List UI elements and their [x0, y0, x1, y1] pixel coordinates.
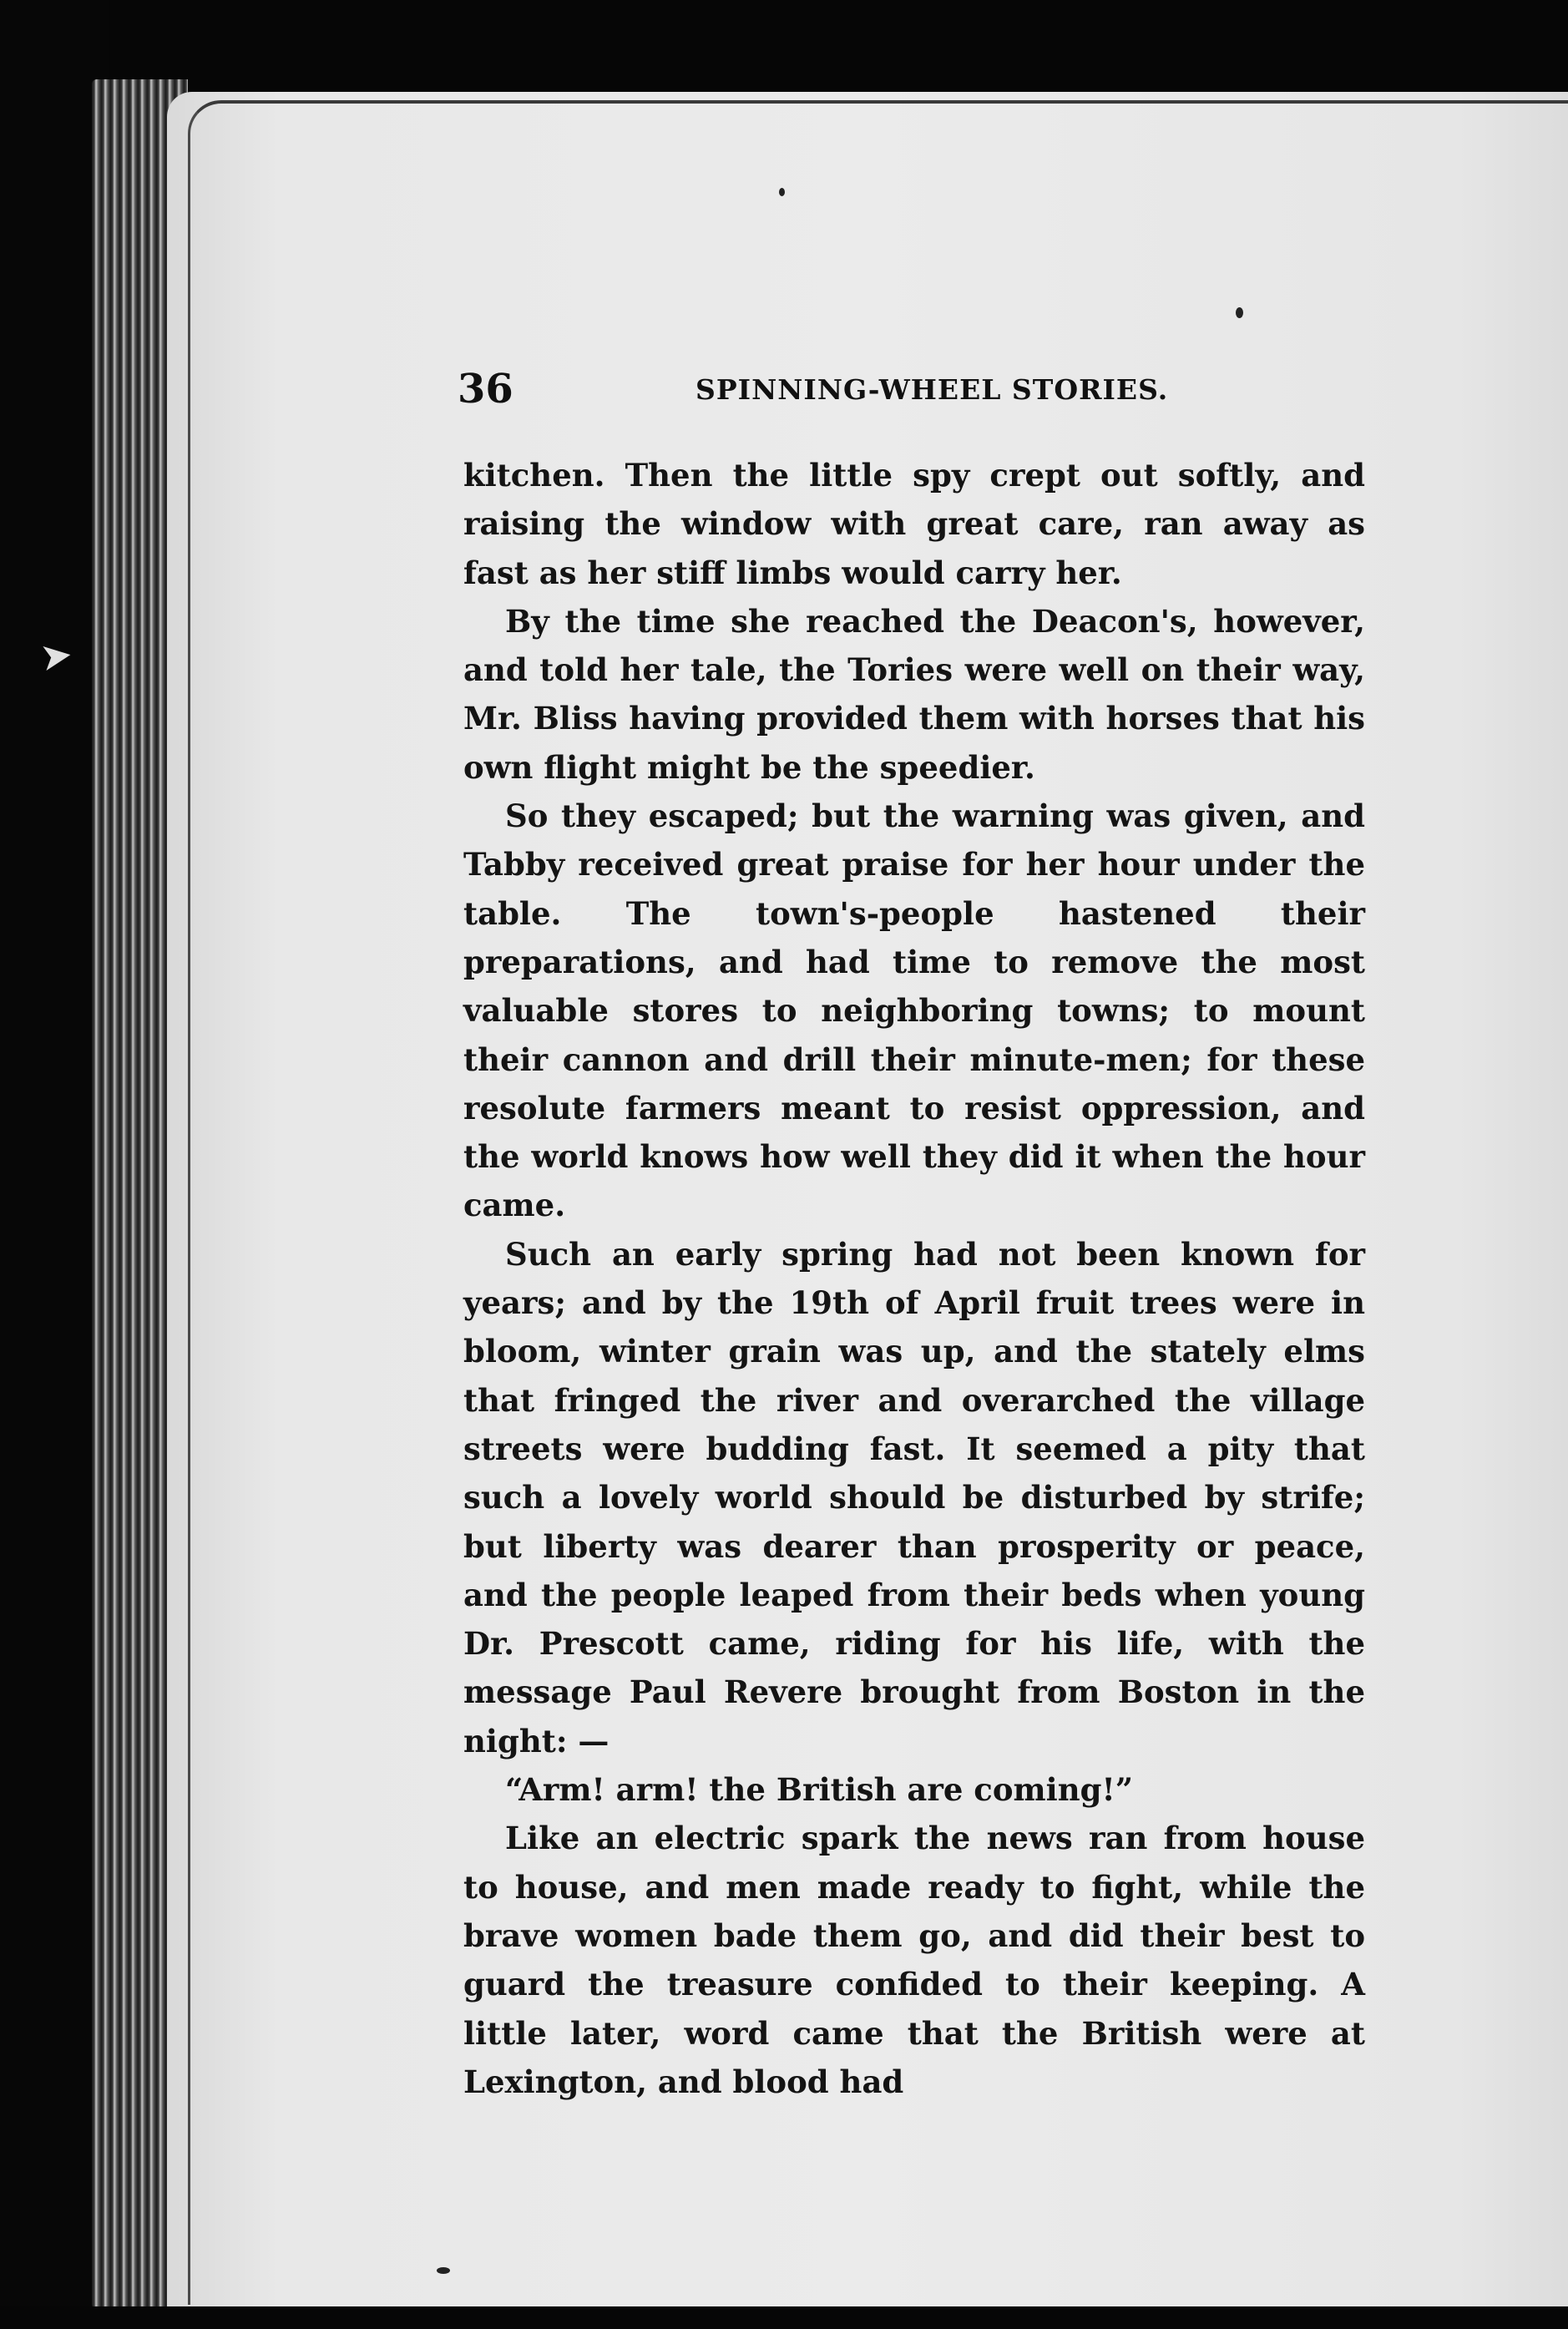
paragraph: Such an early spring had not been known for years; and by the 19th of April fruit trees were in bloom, winter grain was up, and the stately elms that fringed the river and overarched the village streets were budding fast. It seemed a pity that such a lovely world should be disturbed by strife; but liberty was dearer than prosperity or peace, and the people leaped from their beds when young Dr. Prescott came, riding for his life, with the message Paul Revere brought from Boston in the night: —	[463, 1235, 1365, 1759]
page-header	[458, 366, 1384, 416]
paragraph: Like an electric spark the news ran from house to house, and men made ready to fight, while the brave women bade them go, and did their best to guard the treasure confided to their keeping. A little later, word came that the British were at Lexington, and blood had	[463, 1820, 1365, 2100]
dust-speck	[437, 2267, 450, 2274]
dust-speck	[1236, 307, 1243, 318]
running-head: SPINNING-WHEEL STORIES.	[695, 373, 1169, 406]
quotation: “Arm! arm! the British are coming!”	[505, 1771, 1133, 1809]
dust-speck	[779, 188, 785, 196]
paragraph: So they escaped; but the warning was given, and Tabby received great praise for her hour under the table. The town's-people hastened their preparations, and had time to remove the most valuable stores to neighboring towns; to mount their cannon and drill their minute-men; for these resolute farmers meant to resist oppression, and the world knows how well they did it when the hour came.	[463, 797, 1365, 1224]
paragraph: By the time she reached the Deacon's, however, and told her tale, the Tories were well on their way, Mr. Bliss having provided them with horses that his own flight might be the speedier.	[463, 602, 1365, 786]
bottom-shadow	[0, 2306, 1568, 2329]
paragraph: kitchen. Then the little spy crept out softly, and raising the window with great care, ran away as fast as her stiff limbs would carry her.	[463, 457, 1365, 591]
page-number: 36	[458, 366, 513, 413]
body-text	[463, 451, 1365, 2106]
margin-mark-icon: ➤	[37, 630, 76, 681]
